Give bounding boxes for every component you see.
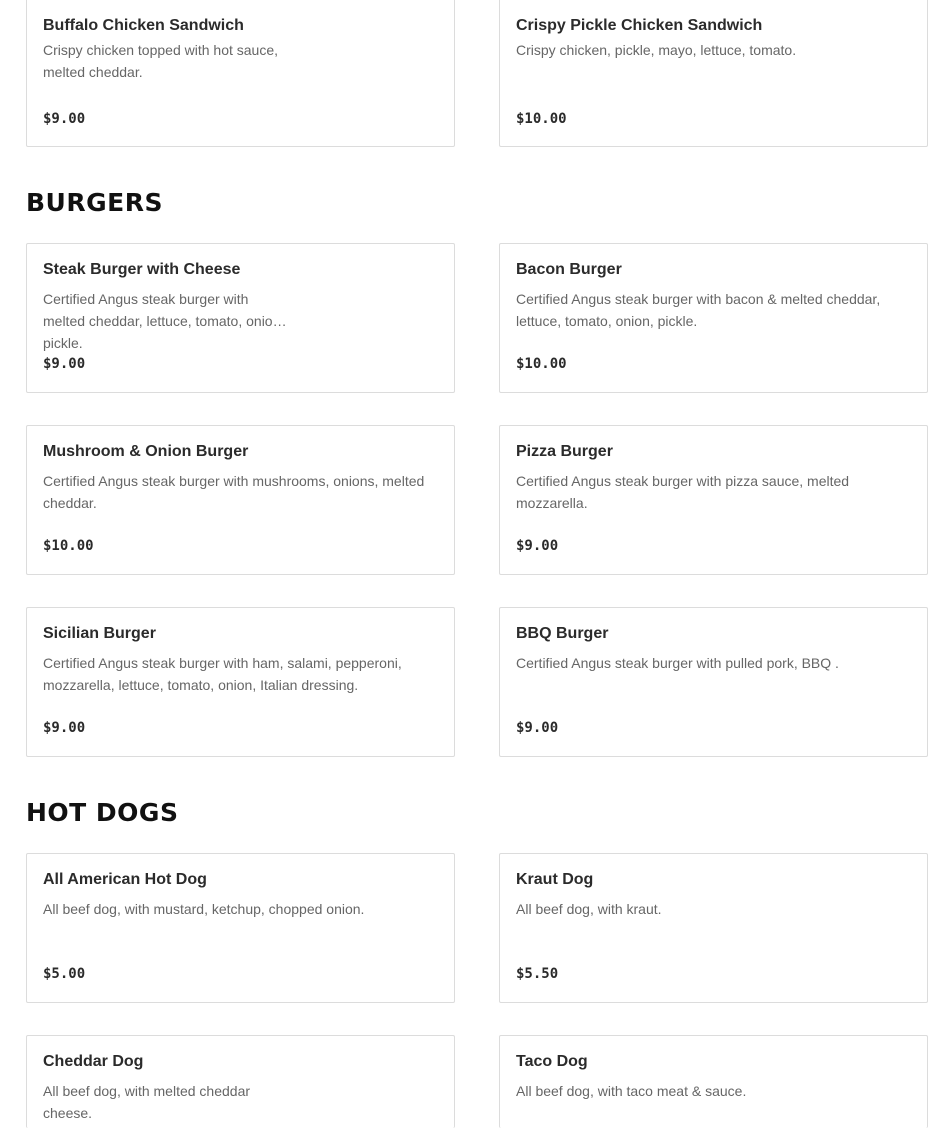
item-description: Certified Angus steak burger with mushrooms, onions, melted cheddar.: [43, 473, 425, 511]
item-name: All American Hot Dog: [43, 871, 207, 888]
section-title-burgers: BURGERS: [26, 188, 163, 217]
item-name: Sicilian Burger: [43, 625, 156, 642]
item-description: All beef dog, with taco meat & sauce.: [516, 1083, 747, 1099]
item-name: Mushroom & Onion Burger: [43, 443, 249, 460]
item-description: Crispy chicken topped with hot sauce, melted cheddar.: [43, 42, 279, 80]
item-description: Certified Angus steak burger with bacon & melted cheddar, lettuce, tomato, onion, pickle.: [516, 291, 881, 329]
menu-item-card[interactable]: [26, 1035, 455, 1128]
item-name: Taco Dog: [516, 1053, 588, 1070]
section-title-hot-dogs: HOT DOGS: [26, 798, 179, 827]
item-price: $10.00: [516, 356, 567, 372]
item-name: Bacon Burger: [516, 261, 622, 278]
item-price: $9.00: [43, 356, 86, 372]
menu-item-card[interactable]: [26, 607, 455, 757]
item-name: Crispy Pickle Chicken Sandwich: [516, 17, 763, 34]
item-name: BBQ Burger: [516, 625, 609, 642]
item-price: $10.00: [516, 111, 567, 127]
menu-item-card[interactable]: [26, 243, 455, 393]
menu-item-card[interactable]: [26, 425, 455, 575]
item-name: Kraut Dog: [516, 871, 594, 888]
item-description: Certified Angus steak burger with ham, salami, pepperoni, mozzarella, lettuce, tomato, onion, Italian dressing.: [43, 655, 402, 693]
menu-item-card[interactable]: [499, 853, 928, 1003]
item-description: Certified Angus steak burger with pizza sauce, melted mozzarella.: [516, 473, 850, 511]
item-name: Cheddar Dog: [43, 1053, 144, 1070]
item-price: $9.00: [516, 720, 559, 736]
item-price: $9.00: [43, 720, 86, 736]
item-price: $9.00: [516, 538, 559, 554]
item-name: Pizza Burger: [516, 443, 613, 460]
menu-item-card[interactable]: [499, 0, 928, 147]
item-name: Steak Burger with Cheese: [43, 261, 241, 278]
item-price: $5.00: [43, 966, 86, 982]
item-description: Certified Angus steak burger with pulled pork, BBQ .: [516, 655, 839, 671]
menu-item-card[interactable]: [26, 0, 455, 147]
item-description: Certified Angus steak burger with melted cheddar, lettuce, tomato, onion, pickle.: [43, 291, 285, 351]
item-price: $5.50: [516, 966, 559, 982]
item-price: $9.00: [43, 111, 86, 127]
item-description: All beef dog, with kraut.: [516, 901, 662, 917]
menu-item-card[interactable]: [499, 1035, 928, 1128]
item-name: Buffalo Chicken Sandwich: [43, 17, 244, 34]
menu-item-card[interactable]: [499, 425, 928, 575]
menu-item-card[interactable]: [499, 243, 928, 393]
item-price: $10.00: [43, 538, 94, 554]
item-description: All beef dog, with mustard, ketchup, chopped onion.: [43, 901, 365, 917]
menu-item-card[interactable]: [499, 607, 928, 757]
item-description: All beef dog, with melted cheddar cheese.: [43, 1083, 251, 1121]
menu-item-card[interactable]: [26, 853, 455, 1003]
item-description: Crispy chicken, pickle, mayo, lettuce, tomato.: [516, 42, 797, 58]
